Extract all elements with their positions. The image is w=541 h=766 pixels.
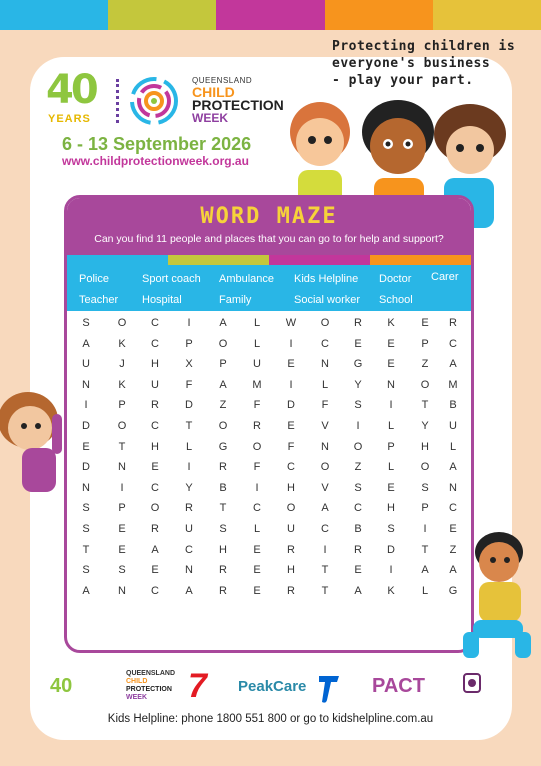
grid-letter[interactable]: F xyxy=(253,461,261,474)
grid-letter[interactable]: T xyxy=(421,399,429,412)
event-dates: 6 - 13 September 2026 xyxy=(62,134,252,154)
grid-letter[interactable]: O xyxy=(320,317,330,329)
small-forty-number: 40 xyxy=(50,674,73,697)
grid-letter[interactable]: R xyxy=(449,317,457,329)
grid-letter[interactable]: E xyxy=(118,523,126,535)
grid-letter[interactable]: T xyxy=(321,584,329,597)
word-item: School xyxy=(379,294,413,306)
channel-seven-logo: 7 xyxy=(188,666,207,705)
grid-letter[interactable]: K xyxy=(387,317,395,329)
grid-letter[interactable]: D xyxy=(82,420,90,432)
grid-letter[interactable]: E xyxy=(354,337,362,350)
grid-letter[interactable]: U xyxy=(185,523,193,535)
grid-letter[interactable]: S xyxy=(82,317,90,329)
grid-letter[interactable]: T xyxy=(118,440,126,453)
grid-letter[interactable]: C xyxy=(185,543,193,556)
grid-letter[interactable]: N xyxy=(449,481,457,494)
top-color-stripe xyxy=(0,0,541,30)
grid-letter[interactable]: O xyxy=(286,502,296,515)
grid-letter[interactable]: A xyxy=(354,584,362,597)
website-link[interactable]: www.childprotectionweek.org.au xyxy=(62,154,249,168)
child-protection-week-logo xyxy=(44,67,304,133)
word-item: Hospital xyxy=(142,294,182,306)
grid-letter[interactable]: C xyxy=(321,523,329,535)
grid-letter[interactable]: O xyxy=(420,461,430,474)
word-item: Teacher xyxy=(79,294,119,306)
grid-letter[interactable]: B xyxy=(354,523,362,535)
grid-letter[interactable]: O xyxy=(252,440,262,453)
forty-number: 40 xyxy=(46,67,96,113)
grid-letter[interactable]: O xyxy=(353,440,363,453)
word-maze xyxy=(64,195,474,653)
sponsor-logos xyxy=(44,666,504,706)
grid-letter[interactable]: R xyxy=(219,584,227,597)
forty-years-logo xyxy=(44,67,106,131)
grid-letter[interactable]: R xyxy=(287,543,295,556)
waving-kid-illustration xyxy=(0,384,80,494)
grid-letter[interactable]: R xyxy=(219,461,227,474)
grid-letter[interactable]: W xyxy=(285,317,297,329)
grid-letter[interactable]: K xyxy=(118,337,126,350)
grid-letter[interactable]: A xyxy=(82,584,90,597)
grid-letter[interactable]: T xyxy=(219,502,227,515)
grid-letter[interactable]: D xyxy=(387,543,395,556)
grid-letter[interactable]: I xyxy=(323,543,327,556)
maze-color-band xyxy=(67,255,471,265)
grid-letter[interactable]: I xyxy=(289,378,293,391)
grid-letter[interactable]: E xyxy=(253,584,261,597)
grid-letter[interactable]: B xyxy=(449,399,457,412)
grid-letter[interactable]: S xyxy=(82,502,90,515)
grid-letter[interactable]: O xyxy=(218,337,228,350)
grid-letter[interactable]: T xyxy=(421,543,429,556)
grid-letter[interactable]: K xyxy=(387,584,395,597)
grid-letter[interactable]: C xyxy=(151,317,159,329)
grid-letter[interactable]: O xyxy=(117,317,127,329)
grid-letter[interactable]: S xyxy=(387,523,395,535)
grid-letter[interactable]: Z xyxy=(449,543,457,556)
grid-letter[interactable]: N xyxy=(321,440,329,453)
small-qld-label: QUEENSLAND xyxy=(126,670,176,677)
stripe-segment xyxy=(108,0,216,30)
grid-letter[interactable]: H xyxy=(151,440,159,453)
grid-letter[interactable]: H xyxy=(387,502,395,515)
grid-letter[interactable]: V xyxy=(321,481,329,494)
grid-letter[interactable]: T xyxy=(321,564,329,577)
grid-letter[interactable]: H xyxy=(421,440,429,453)
word-item: Family xyxy=(219,294,252,306)
kids-helpline-footer: Kids Helpline: phone 1800 551 800 or go to kidshelpline.com.au xyxy=(107,713,434,725)
grid-letter[interactable]: C xyxy=(449,337,457,350)
grid-letter[interactable]: E xyxy=(354,564,362,577)
grid-letter[interactable]: O xyxy=(218,420,228,432)
grid-letter[interactable]: P xyxy=(219,358,227,371)
word-list xyxy=(67,265,471,311)
grid-letter[interactable]: C xyxy=(151,481,159,494)
grid-letter[interactable]: I xyxy=(356,420,360,432)
grid-letter[interactable]: N xyxy=(82,378,90,391)
grid-letter[interactable]: P xyxy=(421,502,429,515)
grid-letter[interactable]: N xyxy=(118,584,126,597)
grid-letter[interactable]: O xyxy=(320,461,330,474)
stripe-segment xyxy=(0,0,108,30)
grid-letter[interactable]: I xyxy=(423,523,427,535)
grid-letter[interactable]: I xyxy=(255,481,259,494)
grid-letter[interactable]: O xyxy=(117,420,127,432)
maze-title: WORD MAZE xyxy=(200,204,338,229)
grid-letter[interactable]: A xyxy=(449,564,457,577)
stripe-segment xyxy=(433,0,541,30)
grid-letter[interactable]: N xyxy=(387,378,395,391)
grid-letter[interactable]: A xyxy=(449,461,457,474)
grid-letter[interactable]: P xyxy=(118,502,126,515)
grid-letter[interactable]: A xyxy=(421,564,429,577)
grid-letter[interactable]: R xyxy=(151,523,159,535)
grid-letter[interactable]: U xyxy=(151,378,159,391)
grid-letter[interactable]: G xyxy=(218,440,228,453)
grid-letter[interactable]: A xyxy=(82,337,90,350)
peakcare-logo: PeakCare xyxy=(238,677,307,695)
grid-letter[interactable]: S xyxy=(219,523,227,535)
maze-question: Can you find 11 people and places that you can go to for help and support? xyxy=(94,233,444,245)
grid-letter[interactable]: D xyxy=(287,399,295,412)
tagline-line: everyone's business xyxy=(332,56,491,71)
word-item: Doctor xyxy=(379,273,412,285)
stripe-segment xyxy=(325,0,433,30)
grid-letter[interactable]: E xyxy=(253,564,261,577)
grid-letter[interactable]: X xyxy=(185,358,193,371)
swirl-logo-icon xyxy=(128,75,180,127)
child-label: CHILD xyxy=(192,84,235,100)
cpw-small-logo xyxy=(96,666,186,706)
small-child-label: CHILD xyxy=(126,678,148,685)
queensland-government-crest-icon xyxy=(460,666,484,706)
grid-letter[interactable]: Z xyxy=(421,358,429,371)
small-week-label: WEEK xyxy=(126,694,147,701)
grid-letter[interactable]: V xyxy=(321,420,329,432)
grid-letter[interactable]: Y xyxy=(421,420,429,432)
maze-header xyxy=(67,198,471,255)
grid-letter[interactable]: E xyxy=(387,481,395,494)
grid-letter[interactable]: H xyxy=(219,543,227,556)
grid-letter[interactable]: C xyxy=(151,584,159,597)
grid-letter[interactable]: Z xyxy=(219,399,227,412)
grid-letter[interactable]: C xyxy=(321,337,329,350)
grid-letter[interactable]: O xyxy=(150,502,160,515)
grid-letter[interactable]: F xyxy=(321,399,329,412)
grid-letter[interactable]: L xyxy=(421,584,429,597)
grid-letter[interactable]: N xyxy=(82,481,90,494)
grid-letter[interactable]: J xyxy=(119,358,125,371)
logo-divider xyxy=(116,79,120,123)
grid-letter[interactable]: R xyxy=(287,584,295,597)
grid-letter[interactable]: C xyxy=(354,502,362,515)
grid-letter[interactable]: L xyxy=(185,440,193,453)
grid-letter[interactable]: H xyxy=(287,564,295,577)
protection-label: PROTECTION xyxy=(192,97,284,113)
grid-letter[interactable]: A xyxy=(185,584,193,597)
grid-letter[interactable]: P xyxy=(185,337,193,350)
grid-letter[interactable]: L xyxy=(321,378,329,391)
word-item: Police xyxy=(79,273,109,285)
word-item: Ambulance xyxy=(219,273,275,285)
grid-letter[interactable]: I xyxy=(120,481,124,494)
grid-letter[interactable]: Z xyxy=(354,461,362,474)
grid-letter[interactable]: N xyxy=(321,358,329,371)
grid-letter[interactable]: Y xyxy=(185,481,193,494)
tagline-line: - play your part. xyxy=(332,73,474,88)
grid-letter[interactable]: E xyxy=(449,523,457,535)
grid-letter[interactable]: F xyxy=(287,440,295,453)
grid-letter[interactable]: R xyxy=(354,543,362,556)
grid-letter[interactable]: T xyxy=(82,543,90,556)
grid-letter[interactable]: U xyxy=(253,358,261,371)
grid-letter[interactable]: L xyxy=(253,523,261,535)
years-label: YEARS xyxy=(48,113,91,125)
grid-letter[interactable]: T xyxy=(185,420,193,432)
grid-letter[interactable]: I xyxy=(389,399,393,412)
grid-letter[interactable]: D xyxy=(82,461,90,474)
stripe-segment xyxy=(216,0,325,30)
grid-letter[interactable]: L xyxy=(449,440,457,453)
grid-letter[interactable]: E xyxy=(151,461,159,474)
grid-letter[interactable]: B xyxy=(219,481,227,494)
grid-letter[interactable]: I xyxy=(289,337,293,350)
grid-letter[interactable]: E xyxy=(287,358,295,371)
grid-letter[interactable]: E xyxy=(287,420,295,432)
grid-letter[interactable]: E xyxy=(82,440,90,453)
queensland-label: QUEENSLAND xyxy=(192,76,253,85)
grid-letter[interactable]: A xyxy=(449,358,457,371)
grid-letter[interactable]: S xyxy=(118,564,126,577)
grid-letter[interactable]: A xyxy=(219,378,227,391)
grid-letter[interactable]: C xyxy=(287,461,295,474)
grid-letter[interactable]: C xyxy=(449,502,457,515)
grid-letter[interactable]: R xyxy=(219,564,227,577)
grid-letter[interactable]: U xyxy=(82,358,90,371)
grid-letter[interactable]: Y xyxy=(354,378,362,391)
grid-letter[interactable]: E xyxy=(387,337,395,350)
grid-letter[interactable]: F xyxy=(185,378,193,391)
grid-letter[interactable]: U xyxy=(287,523,295,535)
grid-letter[interactable]: O xyxy=(420,378,430,391)
grid-letter[interactable]: F xyxy=(253,399,261,412)
grid-letter[interactable]: I xyxy=(187,317,191,329)
grid-letter[interactable]: R xyxy=(185,502,193,515)
grid-letter[interactable]: H xyxy=(151,358,159,371)
word-item: Social worker xyxy=(294,294,361,306)
grid-letter[interactable]: S xyxy=(421,481,429,494)
grid-letter[interactable]: R xyxy=(253,420,261,432)
grid-letter[interactable]: D xyxy=(185,399,193,412)
grid-letter[interactable]: M xyxy=(252,378,262,391)
grid-letter[interactable]: S xyxy=(354,399,362,412)
grid-letter[interactable]: L xyxy=(253,317,261,329)
forty-years-small-logo xyxy=(50,666,90,706)
grid-letter[interactable]: L xyxy=(387,420,395,432)
grid-letter[interactable]: N xyxy=(185,564,193,577)
grid-letter[interactable]: U xyxy=(449,420,457,432)
grid-letter[interactable]: P xyxy=(118,399,126,412)
running-kid-illustration xyxy=(455,528,541,664)
small-protection-label: PROTECTION xyxy=(126,686,172,693)
grid-letter[interactable]: A xyxy=(219,317,227,329)
grid-letter[interactable]: E xyxy=(253,543,261,556)
grid-letter[interactable]: R xyxy=(354,317,362,329)
week-label: WEEK xyxy=(192,111,228,125)
word-item: Kids Helpline xyxy=(294,273,359,285)
grid-letter[interactable]: G xyxy=(448,584,458,597)
grid-letter[interactable]: C xyxy=(151,420,159,432)
grid-letter[interactable]: N xyxy=(118,461,126,474)
grid-letter[interactable]: I xyxy=(84,399,88,412)
grid-letter[interactable]: C xyxy=(151,337,159,350)
grid-letter[interactable]: G xyxy=(353,358,363,371)
grid-letter[interactable]: E xyxy=(151,564,159,577)
word-item: Sport coach xyxy=(142,273,201,285)
grid-letter[interactable]: C xyxy=(253,502,261,515)
grid-letter[interactable]: S xyxy=(354,481,362,494)
grid-letter[interactable]: I xyxy=(187,461,191,474)
grid-letter[interactable]: L xyxy=(387,461,395,474)
grid-letter[interactable]: P xyxy=(387,440,395,453)
word-item: Carer xyxy=(431,271,459,283)
grid-letter[interactable]: A xyxy=(151,543,159,556)
grid-letter[interactable]: E xyxy=(421,317,429,329)
grid-letter[interactable]: M xyxy=(448,378,458,391)
grid-letter[interactable]: L xyxy=(253,337,261,350)
grid-letter[interactable]: I xyxy=(389,564,393,577)
grid-letter[interactable]: A xyxy=(321,502,329,515)
pact-logo: PACT xyxy=(372,674,425,697)
grid-letter[interactable]: P xyxy=(421,337,429,350)
grid-letter[interactable]: R xyxy=(151,399,159,412)
grid-letter[interactable]: S xyxy=(82,523,90,535)
grid-letter[interactable]: E xyxy=(387,358,395,371)
telstra-logo-icon xyxy=(316,666,342,706)
grid-letter[interactable]: S xyxy=(82,564,90,577)
tagline-line: Protecting children is xyxy=(332,39,516,54)
grid-letter[interactable]: H xyxy=(287,481,295,494)
grid-letter[interactable]: E xyxy=(118,543,126,556)
grid-letter[interactable]: K xyxy=(118,378,126,391)
